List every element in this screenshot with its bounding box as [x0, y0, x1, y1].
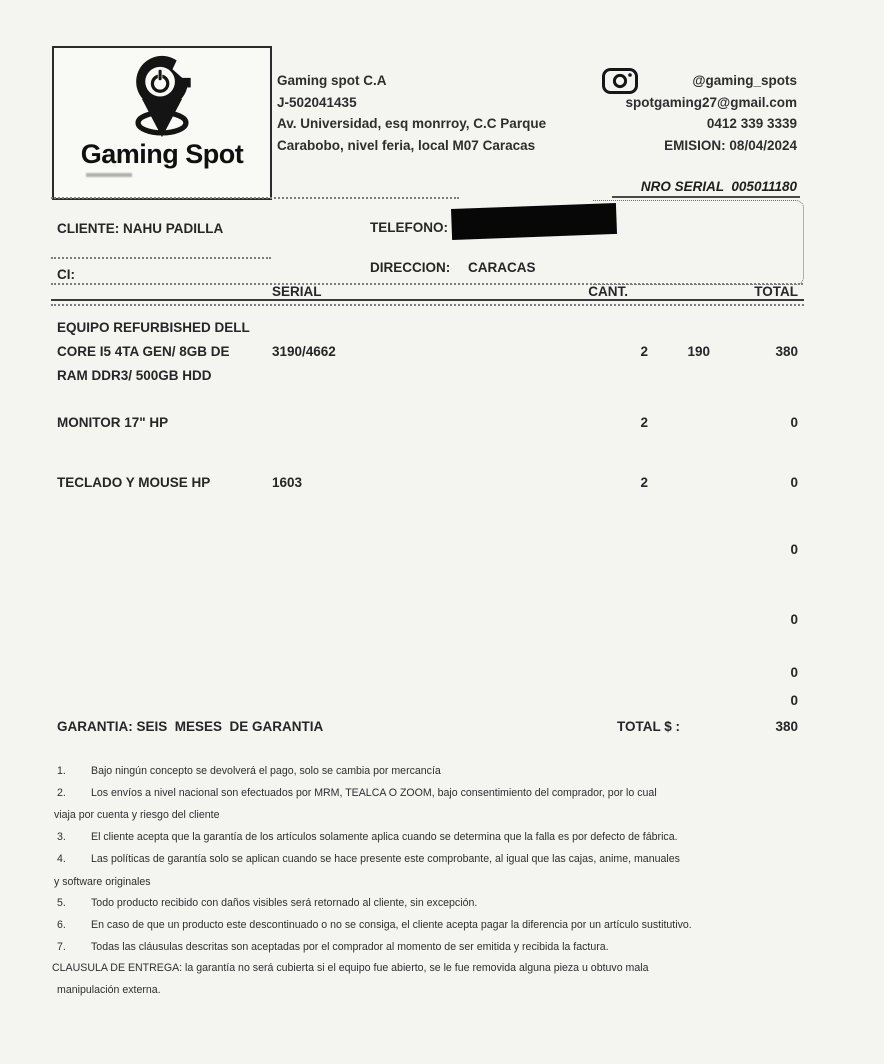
- emision-date: EMISION: 08/04/2024: [664, 137, 797, 153]
- col-header-total: TOTAL: [754, 284, 798, 299]
- blank-row-total-2: 0: [790, 612, 798, 627]
- term-1-num: 1.: [57, 765, 66, 777]
- item3-desc-line1: TECLADO Y MOUSE HP: [57, 475, 211, 490]
- term-3-num: 3.: [57, 831, 66, 843]
- item1-desc-line2: CORE I5 4TA GEN/ 8GB DE: [57, 344, 230, 359]
- nro-serial-underline: [612, 196, 800, 198]
- term-4-text: Las políticas de garantía solo se aplican cuando se hace presente este comprobante, al igual que las cajas, anime, manuales: [91, 853, 680, 865]
- company-name: Gaming spot C.A: [277, 73, 387, 88]
- col-header-cant: CANT.: [588, 284, 628, 299]
- item2-total: 0: [790, 415, 798, 430]
- table-header-rule-dotted: [51, 304, 804, 306]
- brand-name: Gaming Spot: [80, 139, 244, 169]
- item1-desc-line1: EQUIPO REFURBISHED DELL: [57, 320, 250, 335]
- term-3: [57, 831, 678, 843]
- term-2-text: Los envíos a nivel nacional son efectuados por MRM, TEALCA O ZOOM, bajo consentimiento del comprador, por lo cual: [91, 787, 657, 799]
- gaming-spot-pin-logo-icon: [97, 53, 227, 141]
- term-7-text: Todas las cláusulas descritas son aceptadas por el comprador al momento de ser emitida y recibida la factura.: [91, 941, 609, 953]
- term-1-text: Bajo ningún concepto se devolverá el pago, solo se cambia por mercancía: [91, 765, 441, 777]
- blank-row-total-3: 0: [790, 665, 798, 680]
- contact-email: spotgaming27@gmail.com: [625, 94, 797, 110]
- blank-row-total-1: 0: [790, 542, 798, 557]
- company-info-block: [277, 70, 546, 156]
- blank-row-total-4: 0: [790, 693, 798, 708]
- clausula-line1: CLAUSULA DE ENTREGA: la garantía no será cubierta si el equipo fue abierto, se le fue removida alguna pieza u obtuvo mala: [52, 962, 649, 974]
- term-5-num: 5.: [57, 897, 66, 909]
- direccion-label: DIRECCION:: [370, 260, 451, 275]
- term-6-text: En caso de que un producto este descontinuado o no se consiga, el cliente acepta pagar la diferencia por un artículo sustitutivo.: [91, 919, 692, 931]
- term-4: [57, 853, 680, 865]
- col-header-serial: SERIAL: [272, 284, 322, 299]
- term-6-num: 6.: [57, 919, 66, 931]
- total-label: TOTAL $ :: [617, 719, 681, 734]
- direccion-value: CARACAS: [468, 260, 536, 275]
- company-address-line2: Carabobo, nivel feria, local M07 Caracas: [277, 137, 536, 153]
- term-7: [57, 941, 609, 953]
- table-header-rule-solid: [51, 299, 804, 301]
- telefono-redaction-box: [451, 203, 617, 240]
- nro-serial: NRO SERIAL 005011180: [640, 179, 797, 194]
- clausula-line2: manipulación externa.: [57, 984, 161, 996]
- term-6: [57, 919, 692, 931]
- term-2-cont: viaja por cuenta y riesgo del cliente: [54, 809, 220, 821]
- item1-price: 190: [687, 344, 710, 359]
- logo-tagline-smudge: [86, 173, 132, 177]
- instagram-handle: @gaming_spots: [692, 73, 797, 88]
- item3-cant: 2: [640, 475, 648, 490]
- item1-total: 380: [775, 344, 798, 359]
- client-info-frame: [593, 200, 804, 285]
- item3-total: 0: [790, 475, 798, 490]
- term-5: [57, 897, 477, 909]
- total-value: 380: [775, 719, 798, 734]
- item2-desc-line1: MONITOR 17" HP: [57, 415, 169, 430]
- item1-desc-line3: RAM DDR3/ 500GB HDD: [57, 368, 212, 383]
- term-3-text: El cliente acepta que la garantía de los artículos solamente aplica cuando se determina que la falla es por defecto de fábrica.: [91, 831, 678, 843]
- item1-cant: 2: [640, 344, 648, 359]
- term-2: [57, 787, 657, 799]
- garantia-text: GARANTIA: SEIS MESES DE GARANTIA: [57, 719, 324, 734]
- term-5-text: Todo producto recibido con daños visibles será retornado al cliente, sin excepción.: [91, 897, 478, 909]
- term-1: [57, 765, 441, 777]
- company-address-line1: Av. Universidad, esq monrroy, C.C Parque: [277, 116, 547, 131]
- contact-phone: 0412 339 3339: [706, 116, 797, 131]
- divider-ci: [51, 283, 803, 285]
- company-rif: J-502041435: [277, 94, 357, 110]
- term-7-num: 7.: [57, 941, 66, 953]
- item1-serial: 3190/4662: [272, 344, 336, 359]
- telefono-label: TELEFONO:: [370, 220, 448, 235]
- logo-box: [52, 46, 272, 200]
- ci-label: CI:: [57, 267, 75, 282]
- contact-block: [626, 70, 797, 156]
- divider-top: [51, 197, 459, 199]
- term-2-num: 2.: [57, 787, 66, 799]
- item2-cant: 2: [640, 415, 648, 430]
- cliente-value: CLIENTE: NAHU PADILLA: [57, 221, 224, 236]
- term-4-cont: y software originales: [54, 876, 151, 888]
- term-4-num: 4.: [57, 853, 66, 865]
- divider-cliente: [51, 257, 271, 259]
- item3-serial: 1603: [272, 475, 303, 490]
